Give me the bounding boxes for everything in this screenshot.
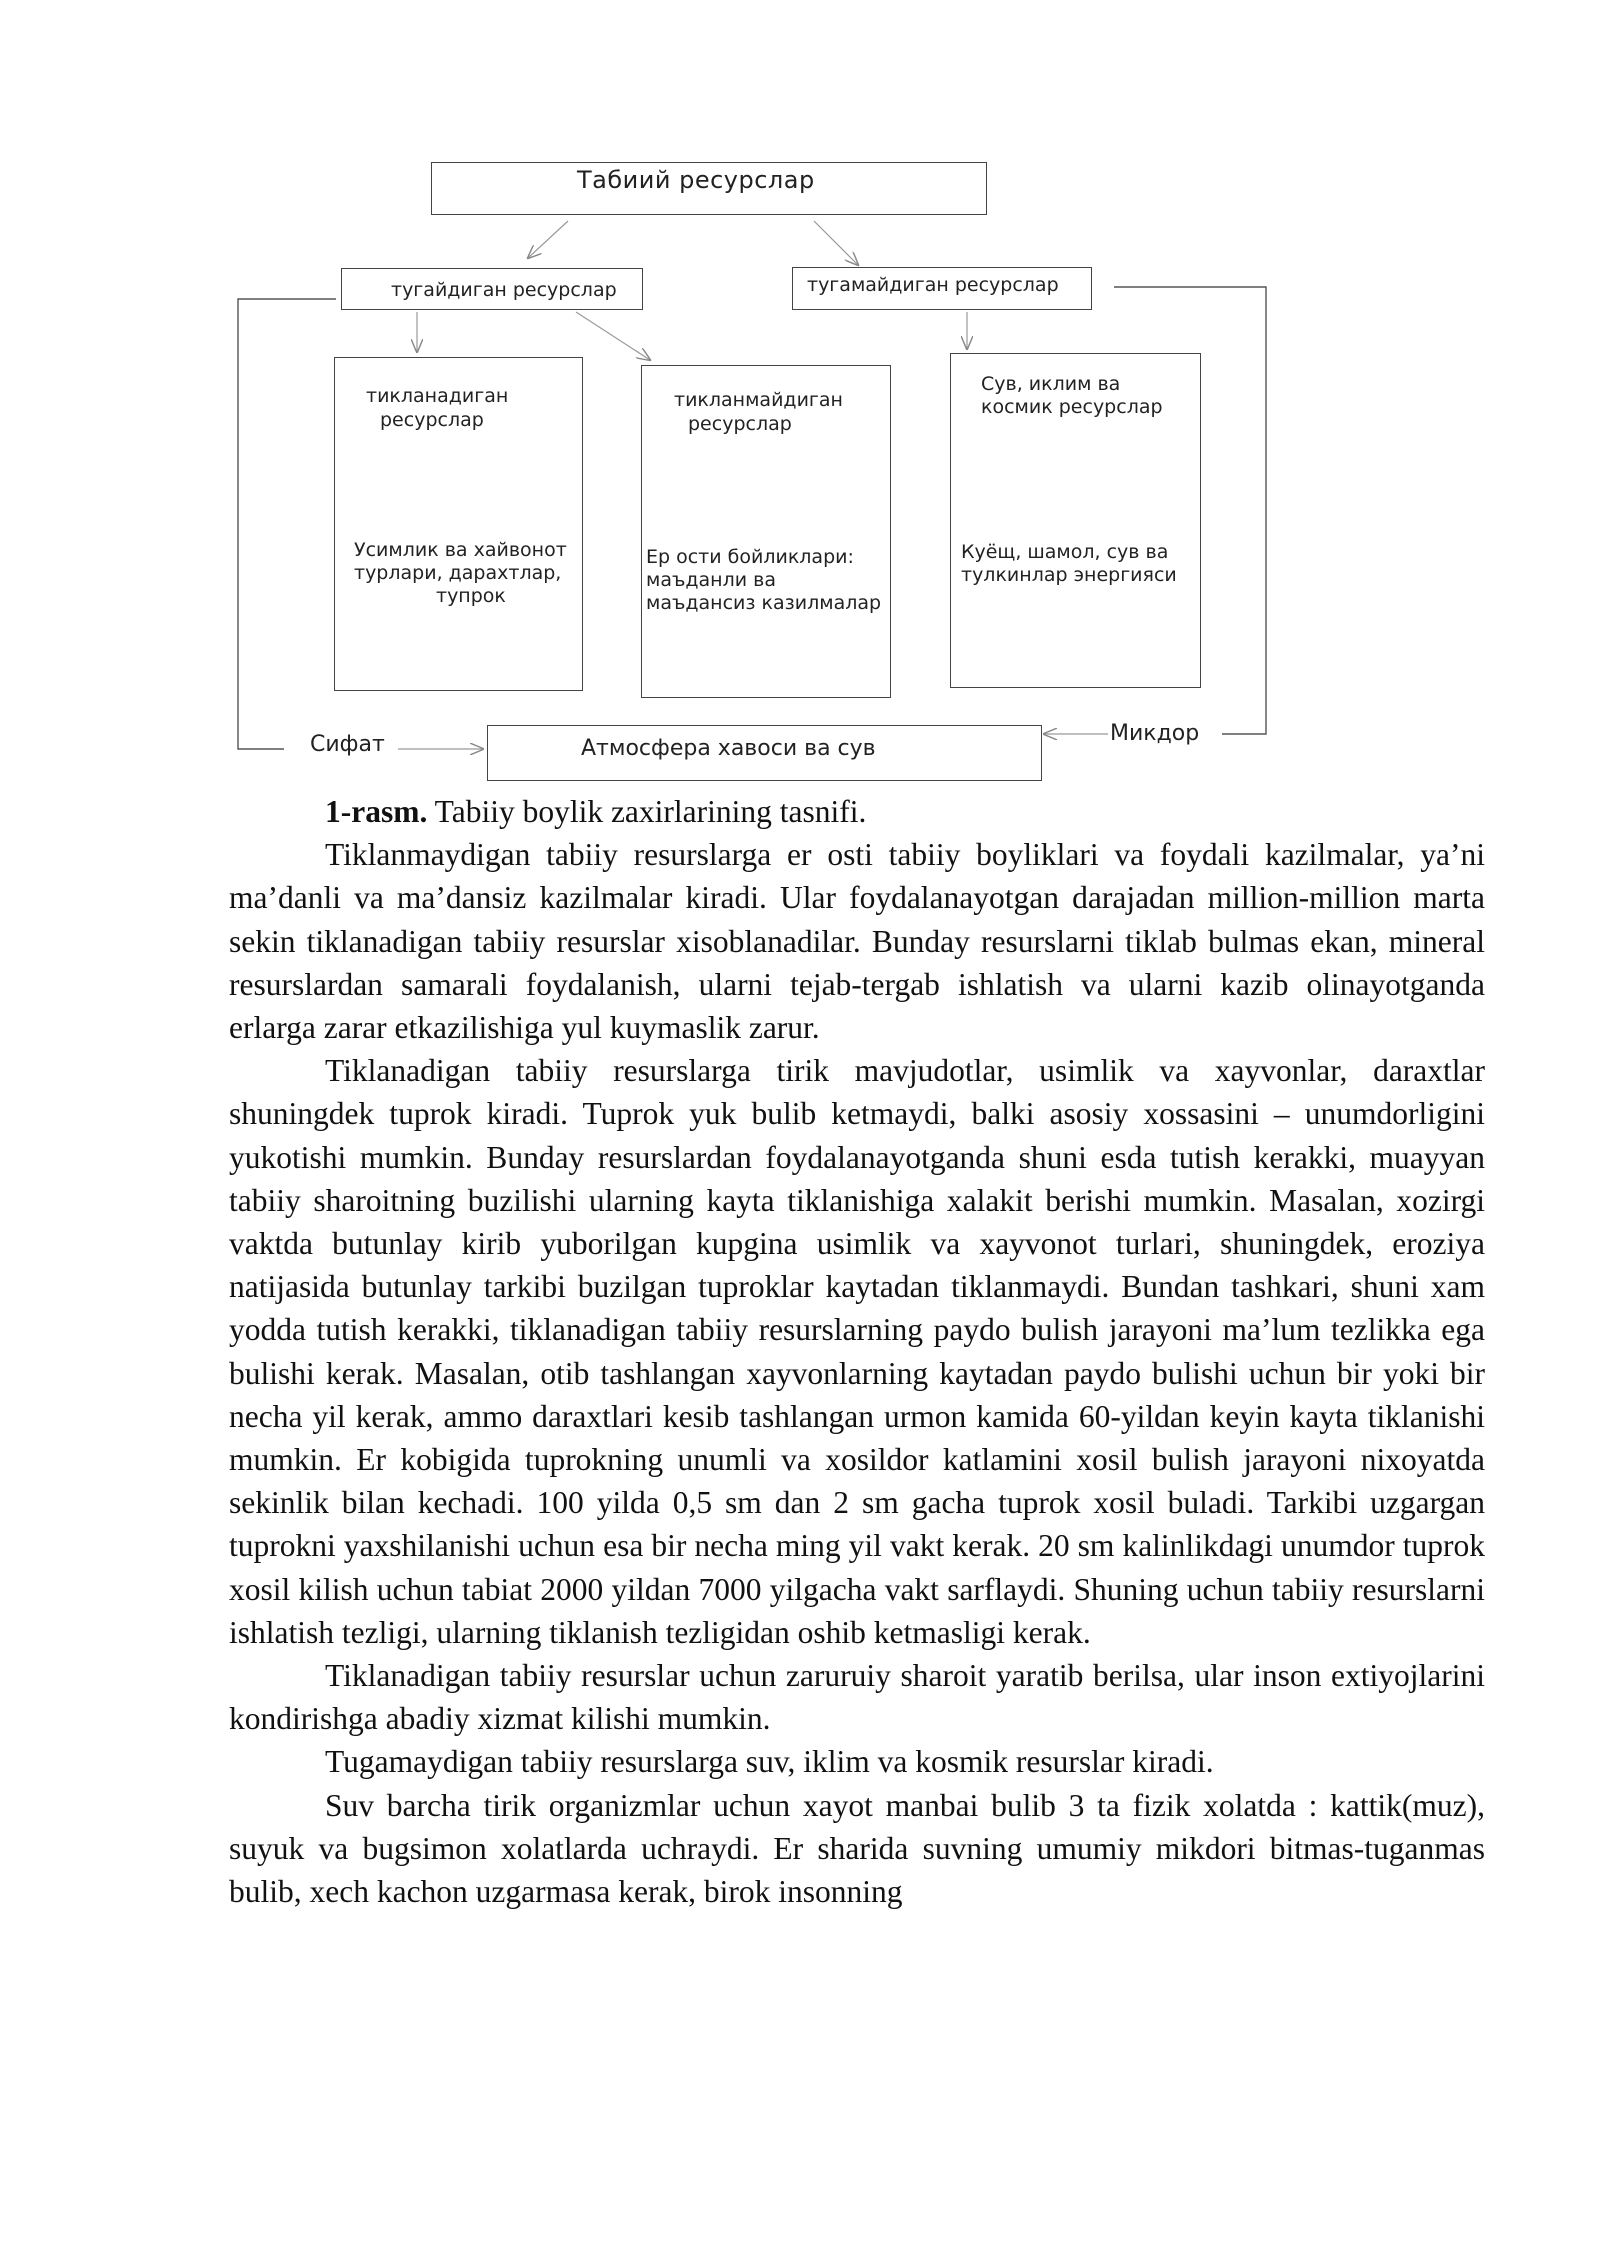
body-text	[229, 790, 1485, 1913]
left-label-quality: Сифат	[310, 732, 385, 757]
renewable-title-line1: тикланадиган	[366, 385, 509, 407]
root-label: Табиий ресурслар	[577, 166, 815, 194]
arrow-root-to-inexhaustible	[814, 221, 858, 265]
arrow-root-to-exhaustible	[528, 221, 568, 258]
paragraph-1: Tiklanmaydigan tabiiy resurslarga er osti tabiiy boyliklari va foydali kazilmalar, ya’ni ma’danli va ma’dansiz kazilmalar kiradi. Ular foydalanayotgan darajadan million-million marta sekin tiklanadigan tabiiy resurslar xisoblanadilar. Bunday resurslarni tiklab bulmas ekan, mineral resurslardan samarali foydalanish, ularni tejab-tergab ishlatish va ularni kazib olinayotganda erlarga zarar etkazilishiga yul kuymaslik zarur.	[229, 837, 1485, 1046]
caption-label: 1-rasm.	[325, 794, 428, 829]
nonrenewable-content-line2: маъданли ва	[646, 569, 776, 591]
bottom-label: Атмосфера хавоси ва сув	[581, 736, 876, 761]
right-label-quantity: Микдор	[1110, 721, 1200, 746]
renewable-content-line3: тупрок	[436, 585, 506, 607]
exhaustible-label: тугайдиган ресурслар	[391, 279, 617, 301]
nonrenewable-content-line1: Ер ости бойликлари:	[646, 546, 854, 568]
renewable-title-line2: ресурслар	[380, 409, 484, 431]
classification-diagram	[0, 0, 1600, 800]
paragraph-3: Tiklanadigan tabiiy resurslar uchun zaruruiy sharoit yaratib berilsa, ular inson extiyojlarini kondirishga abadiy xizmat kilishi mumkin.	[229, 1658, 1485, 1737]
nonrenewable-content-line3: маъдансиз казилмалар	[646, 592, 882, 614]
figure-caption	[229, 790, 1485, 833]
paragraph-4: Tugamaydigan tabiiy resurslarga suv, iklim va kosmik resurslar kiradi.	[325, 1744, 1214, 1780]
nonrenewable-title-line2: ресурслар	[688, 413, 792, 435]
caption-text: Tabiiy boylik zaxirlarining tasnifi.	[427, 794, 867, 829]
cosmic-content-line2: тулкинлар энергияси	[961, 564, 1177, 586]
line-left-feedback	[238, 299, 336, 749]
cosmic-content-line1: Куёщ, шамол, сув ва	[961, 541, 1169, 563]
paragraph-2: Tiklanadigan tabiiy resurslarga tirik mavjudotlar, usimlik va xayvonlar, daraxtlar shuningdek tuprok kiradi. Tuprok yuk bulib ketmaydi, balki asosiy xossasini – unumdorligini yukotishi mumkin. Bunday resurslardan foydalanayotganda shuni esda tutish kerakki, muayyan tabiiy sharoitning buzilishi ularning kayta tiklanishiga xalakit berishi mumkin. Masalan, xozirgi vaktda butunlay kirib yuborilgan kupgina usimlik va xayvonot turlari, shuningdek, eroziya natijasida butunlay tarkibi buzilgan tuproklar kaytadan tiklanmaydi. Bundan tashkari, shuni xam yodda tutish kerakki, tiklanadigan tabiiy resurslarning paydo bulish jarayoni ma’lum tezlikka ega bulishi kerak. Masalan, otib tashlangan xayvonlarning kaytadan paydo bulishi uchun bir yoki bir necha yil kerak, ammo daraxtlari kesib tashlangan urmon kamida 60-yildan keyin kayta tiklanishi mumkin. Er kobigida tuprokning unumli va xosildor katlamini xosil bulish jarayoni nixoyatda sekinlik bilan kechadi. 100 yilda 0,5 sm dan 2 sm gacha tuprok xosil buladi. Tarkibi uzgargan tuprokni yaxshilanishi uchun esa bir necha ming yil vakt kerak. 20 sm kalinlikdagi unumdor tuprok xosil kilish uchun tabiat 2000 yildan 7000 yilgacha vakt sarflaydi. Shuning uchun tabiiy resurslarni ishlatish tezligi, ularning tiklanish tezligidan oshib ketmasligi kerak.	[229, 1053, 1485, 1650]
nonrenewable-title-line1: тикланмайдиган	[674, 389, 843, 411]
paragraph-5: Suv barcha tirik organizmlar uchun xayot manbai bulib 3 ta fizik xolatda : kattik(muz), suyuk va bugsimon xolatlarda uchraydi. Er sharida suvning umumiy mikdori bitmas-tuganmas bulib, xech kachon uzgarmasa kerak, birok insonning	[229, 1787, 1485, 1910]
renewable-content-line2: турлари, дарахтлар,	[354, 562, 562, 584]
cosmic-title-line1: Сув, иклим ва	[981, 373, 1121, 395]
renewable-content-line1: Усимлик ва хайвонот	[354, 539, 567, 561]
cosmic-title-line2: космик ресурслар	[981, 396, 1163, 418]
arrow-exhaustible-to-nonrenewable	[576, 312, 650, 360]
inexhaustible-label: тугамайдиган ресурслар	[807, 274, 1059, 296]
